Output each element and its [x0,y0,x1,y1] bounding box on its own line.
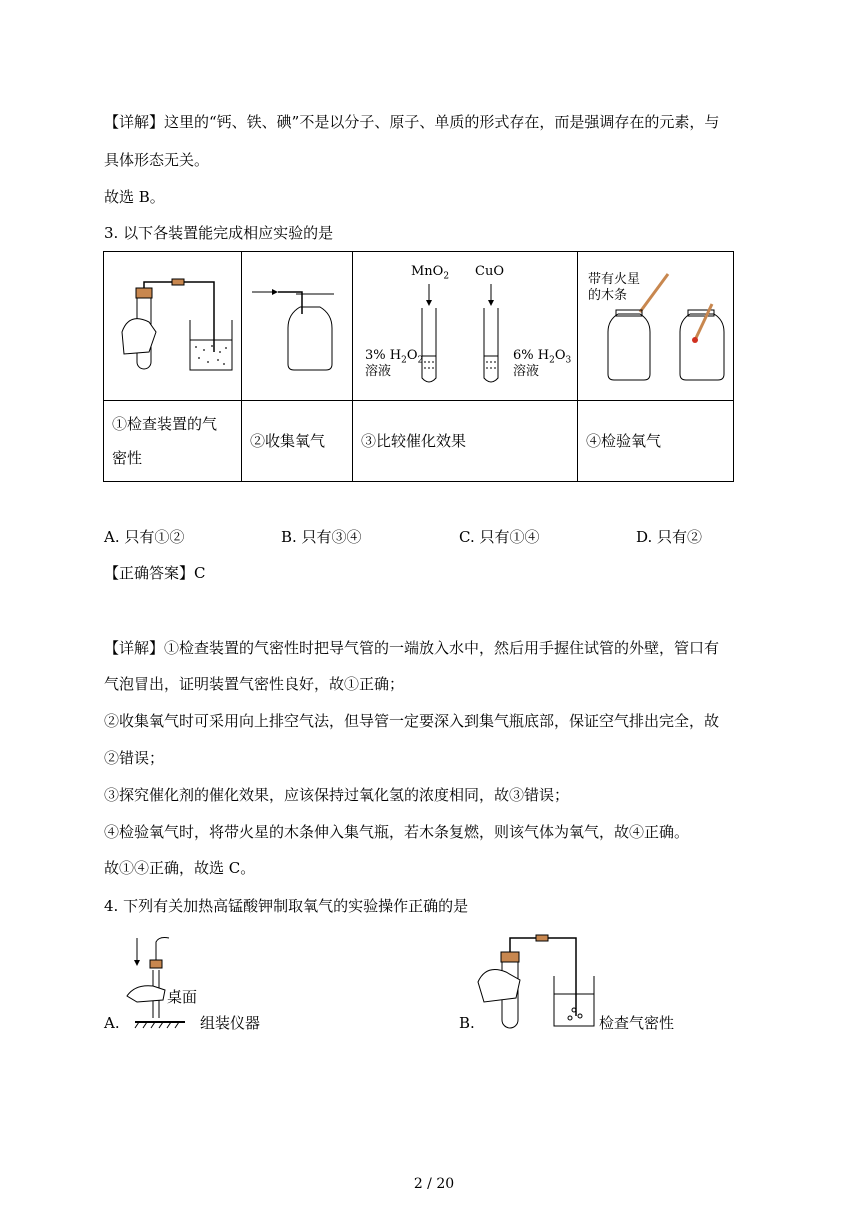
explanation-line: ②错误； [104,749,165,767]
figure-4-cell [578,252,734,401]
explanation-line: ④检验氧气时，将带火星的木条伸入集气瓶，若木条复燃，则该气体为氧气，故④正确。 [104,823,690,841]
mno2-label: MnO [411,264,444,279]
correct-answer: 【正确答案】C [104,564,206,582]
cell-1-line-1: ①检查装置的气 [112,415,218,433]
cuo-label: CuO [475,264,504,279]
right-solution-word: 溶液 [513,364,540,379]
cell-2: ②收集氧气 [242,401,353,482]
cell-3: ③比较催化效果 [353,401,578,482]
right-solution-label: 6% H [513,348,550,363]
figure-2-cell [242,252,353,401]
assemble-apparatus-figure [125,930,198,1030]
option-a: A. 只有①② [104,528,185,546]
figure-3-cell: MnO$_2$ CuO 3% $H_2O_2$ 溶液 6% $H_2O_3$ 溶液 [353,252,578,401]
catalyst-comparison-figure [353,252,577,400]
left-solution-label: 3% H [365,348,402,363]
paragraph-line: 具体形态无关。 [104,151,210,169]
oxygen-test-figure [578,252,735,400]
question-3-table [103,251,734,482]
cell-1-line-2: 密性 [112,449,143,467]
explanation-line: ③探究催化剂的催化效果，应该保持过氧化氢的浓度相同，故③错误； [104,786,570,804]
q4-option-a-caption: 组装仪器 [200,1014,261,1032]
option-c: C. 只有①④ [459,528,540,546]
q4-option-b-caption: 检查气密性 [599,1014,675,1032]
desk-label: 桌面 [167,988,198,1006]
explanation-line: 气泡冒出，证明装置气密性良好，故①正确； [104,675,405,693]
paragraph-line: 故选 B。 [104,188,165,206]
figure-1-cell [104,252,242,401]
airtightness-check-figure [474,928,604,1033]
option-b: B. 只有③④ [281,528,362,546]
paragraph-line: 【详解】这里的“钙、铁、碘”不是以分子、原子、单质的形式存在，而是强调存在的元素，与 [104,113,720,131]
question-4-stem: 4. 下列有关加热高锰酸钾制取氧气的实验操作正确的是 [104,897,469,915]
explanation-line: 【详解】①检查装置的气密性时把导气管的一端放入水中，然后用手握住试管的外壁，管口有 [104,639,720,657]
cell-4: ④检验氧气 [578,401,734,482]
question-3-stem: 3. 以下各装置能完成相应实验的是 [104,224,334,242]
explanation-line: ②收集氧气时可采用向上排空气法，但导管一定要深入到集气瓶底部，保证空气排出完全，故 [104,712,720,730]
q4-option-b-letter: B. [459,1014,475,1032]
splint-label-line-1: 带有火星 [588,272,641,287]
q4-option-a-letter: A. [104,1014,120,1032]
left-solution-word: 溶液 [365,364,392,379]
gas-collection-bottle-figure [242,252,352,400]
explanation-line: 故①④正确，故选 C。 [104,859,256,877]
option-d: D. 只有② [636,528,703,546]
airtightness-apparatus-figure [104,252,241,400]
page-number: 2 / 20 [413,1176,455,1192]
splint-label-line-2: 的木条 [588,288,628,303]
